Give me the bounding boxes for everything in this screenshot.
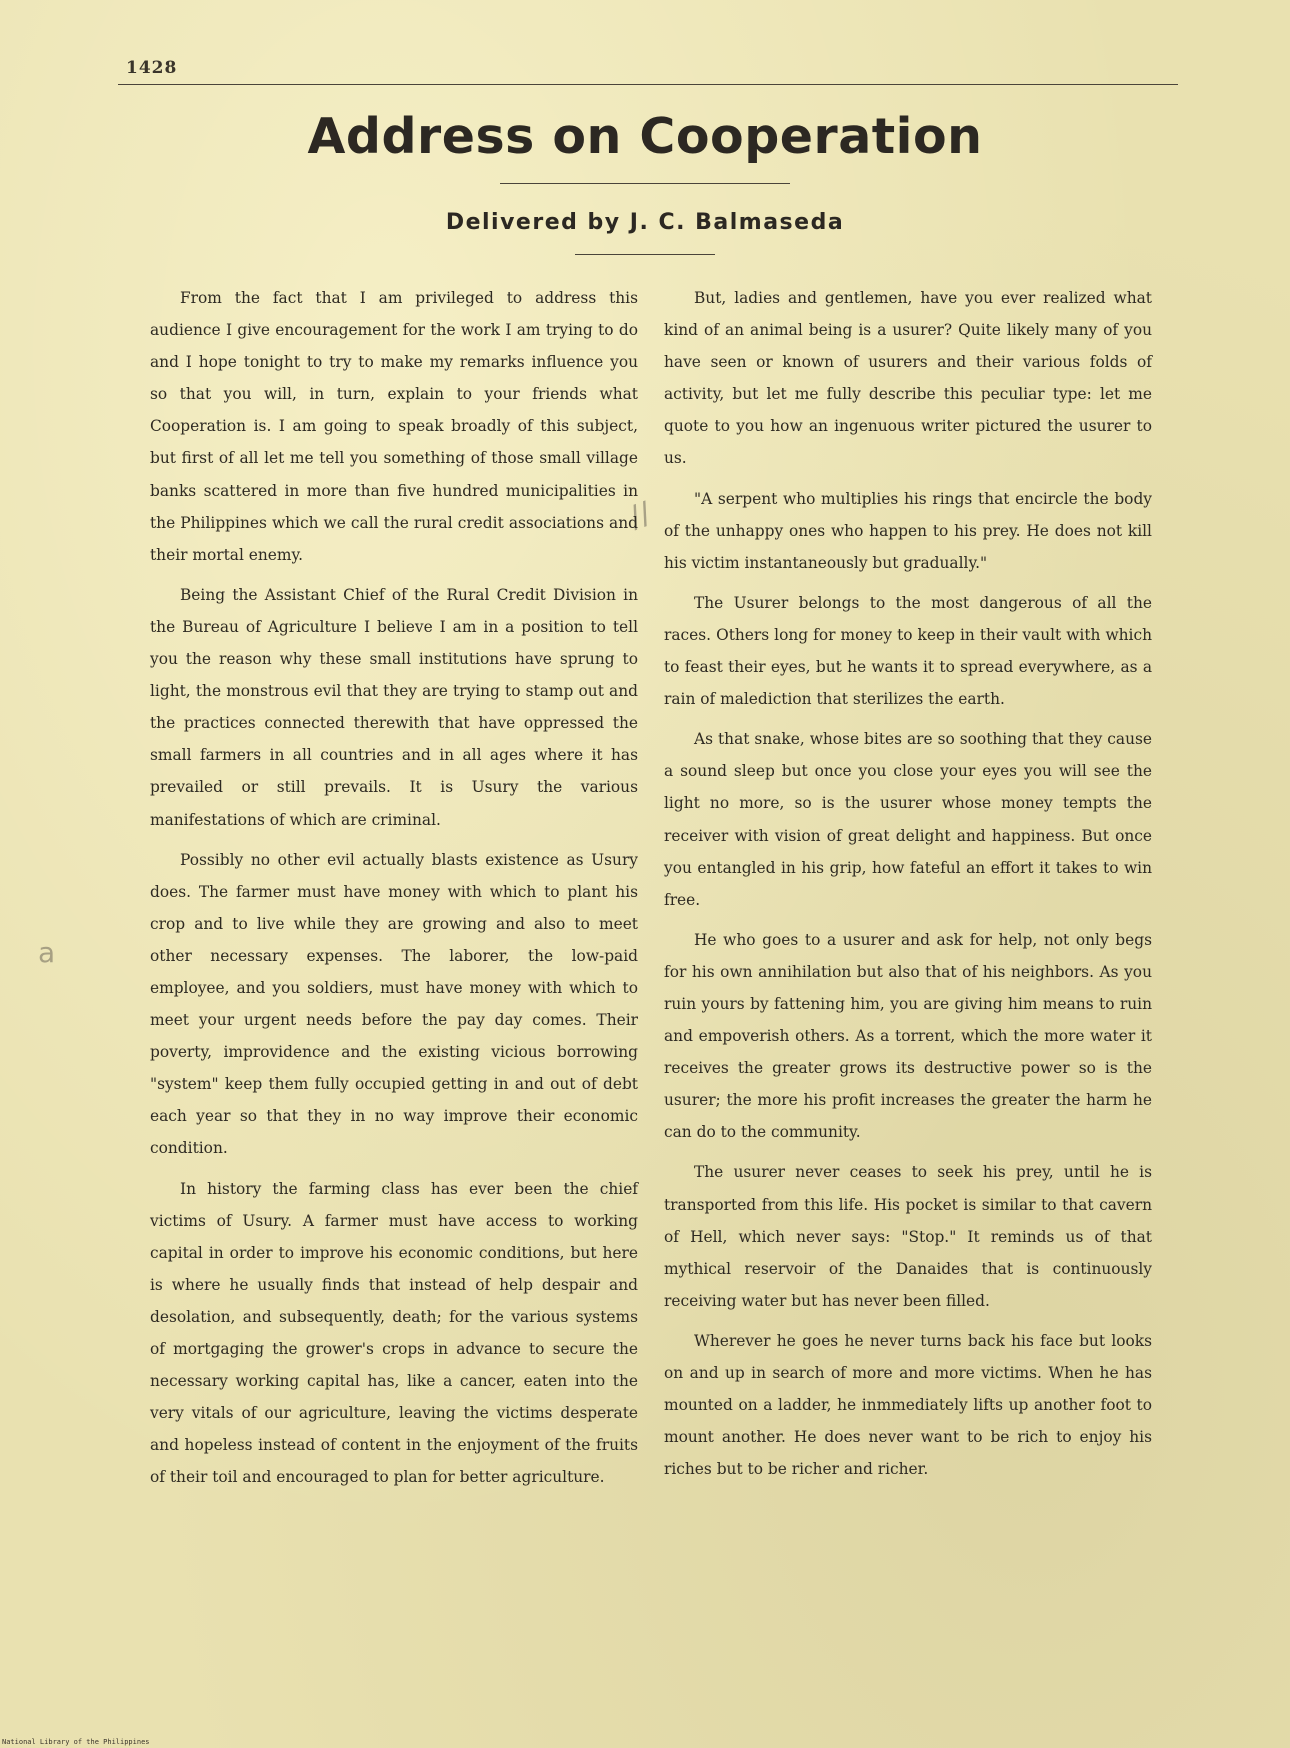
- paragraph: He who goes to a usurer and ask for help, not only begs for his own annihilation but also that of his neighbors. As you ruin yours by fattening him, you are giving him means to ruin and empoverish others. As a torrent, which the more water it receives the greater grows its destructive power so is the usurer; the more his profit increases the greater the harm he can do to the community.: [664, 930, 1152, 1142]
- scan-mark: a: [38, 936, 56, 969]
- right-column: [664, 282, 1152, 1493]
- left-column: [150, 282, 638, 1501]
- paragraph: As that snake, whose bites are so soothing that they cause a sound sleep but once you close your eyes you will see the light no more, so is the usurer whose money tempts the receiver with vision of great delight and happiness. But once you entangled in his grip, how fateful an effort it takes to win free.: [664, 730, 1152, 909]
- paragraph: From the fact that I am privileged to address this audience I give encouragement for the work I am trying to do and I hope tonight to try to make my remarks influence you so that you will, in turn, explain to your friends what Cooperation is. I am going to speak broadly of this subject, but first of all let me tell you something of those small village banks scattered in more than five hundred municipalities in the Philippines which we call the rural credit associations and their mortal enemy.: [150, 289, 638, 564]
- scan-mark: //: [624, 495, 656, 536]
- byline-divider: [575, 254, 715, 255]
- paragraph: The Usurer belongs to the most dangerous of all the races. Others long for money to keep in their vault with which to feast their eyes, but he wants it to spread everywhere, as a rain of malediction that sterilizes the earth.: [664, 593, 1152, 709]
- footer-credit: National Library of the Philippines: [2, 1738, 150, 1746]
- paragraph: But, ladies and gentlemen, have you ever realized what kind of an animal being is a usurer? Quite likely many of you have seen or known of usurers and their various folds of activity, but let me fully describe this peculiar type: let me quote to you how an ingenuous writer pictured the usurer to us.: [664, 289, 1152, 468]
- paragraph: The usurer never ceases to seek his prey, until he is transported from this life. His pocket is similar to that cavern of Hell, which never says: "Stop." It reminds us of that mythical reservoir of the Danaides that is continuously receiving water but has never been filled.: [664, 1163, 1152, 1310]
- paragraph: "A serpent who multiplies his rings that encircle the body of the unhappy ones who happen to his prey. He does not kill his victim instantaneously but gradually.": [664, 489, 1152, 572]
- page-number: 1428: [126, 58, 178, 78]
- paragraph: Possibly no other evil actually blasts existence as Usury does. The farmer must have money with which to plant his crop and to live while they are growing and also to meet other necessary expenses. The laborer, the low-paid employee, and you soldiers, must have money with which to meet your urgent needs before the pay day comes. Their poverty, improvidence and the existing vicious borrowing "system" keep them fully occupied getting in and out of debt each year so that they in no way improve their economic condition.: [150, 850, 638, 1158]
- article-byline: Delivered by J. C. Balmaseda: [445, 210, 845, 235]
- title-divider: [500, 183, 790, 184]
- paragraph: Wherever he goes he never turns back his face but looks on and up in search of more and more victims. When he has mounted on a ladder, he inmmediately lifts up another foot to mount another. He does never want to be rich to enjoy his riches but to be richer and richer.: [664, 1331, 1152, 1479]
- paragraph: Being the Assistant Chief of the Rural Credit Division in the Bureau of Agriculture I believe I am in a position to tell you the reason why these small institutions have sprung to light, the monstrous evil that they are trying to stamp out and the practices connected therewith that have oppressed the small farmers in all countries and in all ages where it has prevailed or still prevails. It is Usury the various manifestations of which are criminal.: [150, 585, 638, 829]
- article-title: Address on Cooperation: [307, 108, 983, 165]
- paragraph: In history the farming class has ever been the chief victims of Usury. A farmer must have access to working capital in order to improve his economic conditions, but here is where he usually finds that instead of help despair and desolation, and subsequently, death; for the various systems of mortgaging the grower's crops in advance to secure the necessary working capital has, like a cancer, eaten into the very vitals of our agriculture, leaving the victims desperate and hopeless instead of content in the enjoyment of the fruits of their toil and encouraged to plan for better agriculture.: [150, 1179, 638, 1487]
- header-rule: [118, 84, 1178, 85]
